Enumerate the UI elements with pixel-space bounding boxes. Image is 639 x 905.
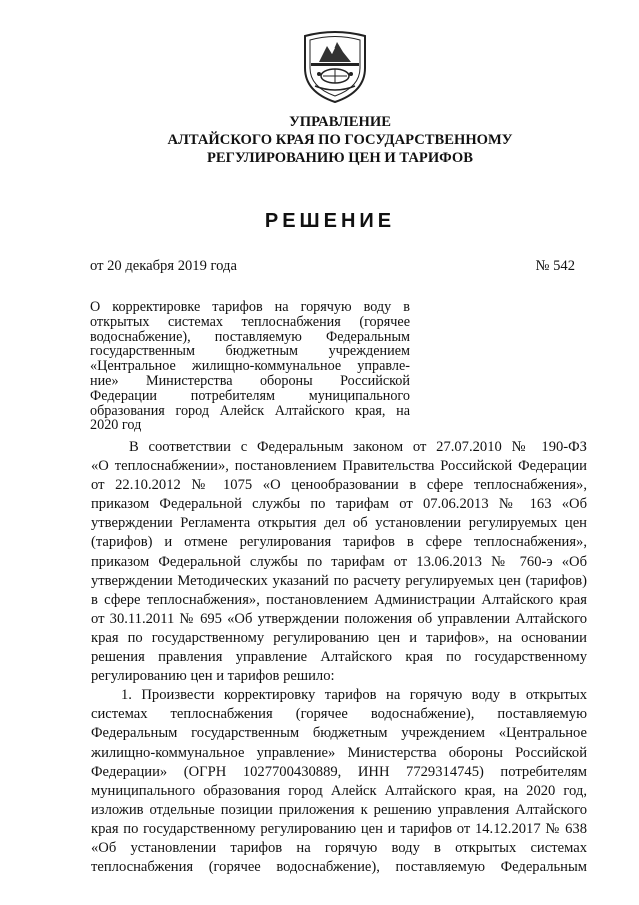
subject-line: ние» Министерства обороны Российской [90, 373, 410, 389]
coat-of-arms-icon [299, 28, 371, 104]
agency-line-1: УПРАВЛЕНИЕ [289, 114, 391, 130]
body-line: регулированию цен и тарифов решило: [91, 668, 335, 685]
body-line: утверждении Методических указаний по расчету регулируемых цен (тарифов) [91, 572, 587, 589]
body-line: жилищно-коммунальное управление» Министерства обороны Российской [91, 744, 587, 761]
subject-line: Федерации потребителям муниципального [90, 388, 410, 404]
body-line: Федерации» (ОГРН 1027700430889, ИНН 7729314745) потребителям [91, 763, 587, 780]
agency-line-2: АЛТАЙСКОГО КРАЯ ПО ГОСУДАРСТВЕННОМУ [167, 132, 513, 148]
body-line: решения правления управление Алтайского края по государственному [91, 649, 587, 666]
document-heading: РЕШЕНИЕ [264, 210, 396, 232]
document-subject [90, 300, 410, 433]
agency-line-3: РЕГУЛИРОВАНИЮ ЦЕН И ТАРИФОВ [207, 150, 473, 166]
body-line: Федеральным государственным бюджетным учреждением «Центральное [91, 725, 587, 742]
document-body [91, 438, 587, 877]
document-number: № 542 [535, 258, 575, 274]
body-line: приказом Федеральной службы по тарифам от 13.06.2013 № 760-э «Об [91, 553, 587, 570]
body-line: приказом Федеральной службы по тарифам от 07.06.2013 № 163 «Об [91, 496, 587, 513]
subject-line: открытых системах теплоснабжения (горячее [90, 314, 410, 330]
body-line: утверждении Регламента открытия дел об установлении регулируемых цен [91, 515, 587, 532]
body-line: в сфере теплоснабжения», постановлением Администрации Алтайского края [91, 591, 587, 608]
agency-name [120, 113, 560, 167]
body-line: В соответствии с Федеральным законом от 27.07.2010 № 190-ФЗ [129, 439, 587, 455]
subject-line: «Центральное жилищно-коммунальное управле- [90, 359, 410, 374]
subject-line: образования город Алейск Алтайского края, на [90, 403, 410, 419]
body-line: системах теплоснабжения (горячее водоснабжение), поставляемую [91, 706, 587, 723]
subject-line: водоснабжение), поставляемую Федеральным [90, 329, 410, 345]
body-line: от 22.10.2012 № 1075 «О ценообразовании в сфере теплоснабжения», [91, 477, 587, 494]
subject-line: государственным бюджетным учреждением [90, 344, 410, 360]
body-line: (тарифов) и отмене регулирования тарифов в сфере теплоснабжения», [91, 534, 587, 551]
body-line: от 30.11.2011 № 695 «Об утверждении положения об управлении Алтайского [91, 610, 587, 627]
body-line: «О теплоснабжении», постановлением Правительства Российской Федерации [91, 458, 587, 475]
document-date: от 20 декабря 2019 года [90, 258, 237, 274]
body-line: края по государственному регулированию цен и тарифов», на основании [91, 629, 587, 646]
body-line: изложив отдельные позиции приложения к решению управления Алтайского [91, 801, 587, 818]
body-line: края по государственному регулированию цен и тарифов от 14.12.2017 № 638 [91, 820, 587, 837]
body-line: 1. Произвести корректировку тарифов на горячую воду в открытых [121, 687, 587, 704]
body-line: «Об установлении тарифов на горячую воду в открытых системах [91, 839, 587, 856]
body-line: муниципального образования город Алейск Алтайского края, на 2020 год, [91, 782, 587, 799]
subject-line: О корректировке тарифов на горячую воду в [90, 300, 410, 315]
subject-line: 2020 год [90, 418, 142, 434]
body-line: теплоснабжения (горячее водоснабжение), поставляемую Федеральным [91, 859, 587, 876]
